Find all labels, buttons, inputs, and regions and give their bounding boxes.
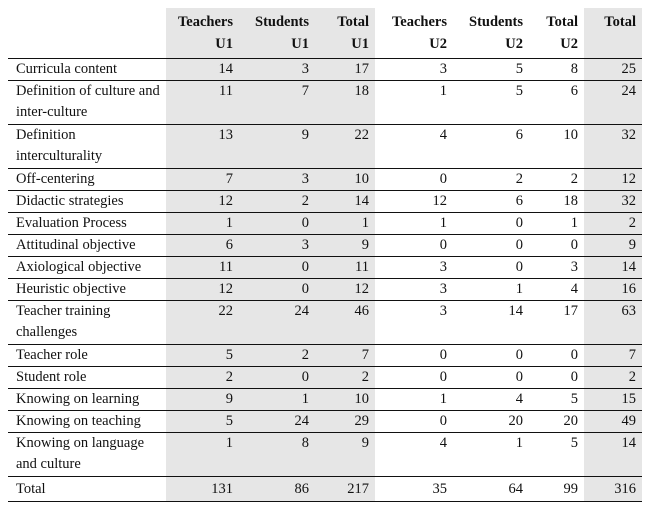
- row-label: Teacher training challenges: [16, 303, 111, 340]
- table-cell: 0: [439, 369, 447, 385]
- table-cell: 10: [315, 389, 375, 411]
- table-cell: 3: [439, 61, 447, 77]
- table-cell: 25: [584, 59, 642, 81]
- column-header: [166, 8, 239, 59]
- column-header: [453, 8, 529, 59]
- table-cell: 1: [166, 433, 239, 477]
- table-cell: 46: [315, 301, 375, 345]
- table-cell: 9: [315, 433, 375, 477]
- table-cell: 2: [584, 367, 642, 389]
- table-body: [8, 59, 642, 502]
- column-header: [375, 8, 453, 59]
- table-row: [8, 345, 642, 367]
- table-cell: 6: [515, 127, 523, 143]
- table-cell: 14: [315, 191, 375, 213]
- table-cell: 3: [439, 303, 447, 319]
- table-cell: 5: [570, 435, 578, 451]
- table-cell: 12: [166, 191, 239, 213]
- table-cell: 18: [563, 193, 578, 209]
- table-cell: 1: [239, 389, 315, 411]
- table-row: [8, 191, 642, 213]
- table-cell: 4: [570, 281, 578, 297]
- row-label: Curricula content: [16, 61, 118, 77]
- column-header: [8, 8, 166, 59]
- table-cell: 35: [432, 481, 447, 497]
- table-cell: 14: [584, 257, 642, 279]
- row-label: Didactic strategies: [16, 193, 124, 209]
- table-cell: 12: [166, 279, 239, 301]
- table-row: [8, 389, 642, 411]
- table-cell: 5: [166, 345, 239, 367]
- table-cell: 0: [439, 237, 447, 253]
- table-cell: 0: [239, 279, 315, 301]
- table-cell: 0: [239, 257, 315, 279]
- table-cell: 1: [570, 215, 578, 231]
- table-cell: 64: [508, 481, 523, 497]
- table-row: [8, 213, 642, 235]
- table-cell: 5: [570, 391, 578, 407]
- table-cell: 3: [239, 235, 315, 257]
- table-cell: 6: [570, 83, 578, 99]
- table-cell: 0: [515, 237, 523, 253]
- row-label: Teacher role: [16, 347, 88, 363]
- table-cell: 5: [515, 83, 523, 99]
- column-header-line1: Teachers: [177, 14, 233, 30]
- table-cell: 3: [239, 169, 315, 191]
- table-cell: 32: [584, 125, 642, 169]
- table-cell: 3: [570, 259, 578, 275]
- table-row: [8, 279, 642, 301]
- table-cell: 1: [515, 281, 523, 297]
- table-cell: 32: [584, 191, 642, 213]
- table-cell: 16: [584, 279, 642, 301]
- row-label: Definition interculturality: [16, 127, 103, 164]
- table-cell: 7: [239, 81, 315, 125]
- table-cell: 14: [166, 59, 239, 81]
- table-cell: 6: [515, 193, 523, 209]
- table-cell: 9: [166, 389, 239, 411]
- table-cell: 2: [166, 367, 239, 389]
- table-cell: 20: [563, 413, 578, 429]
- row-label: Heuristic objective: [16, 281, 126, 297]
- column-header-line2: U1: [351, 36, 369, 52]
- table-row: [8, 301, 642, 345]
- column-header-line1: Students: [255, 14, 309, 30]
- table-cell: 2: [315, 367, 375, 389]
- table-row: [8, 125, 642, 169]
- table-row: [8, 169, 642, 191]
- table-cell: 12: [432, 193, 447, 209]
- table-cell: 15: [584, 389, 642, 411]
- table-cell: 18: [315, 81, 375, 125]
- table-cell: 0: [515, 215, 523, 231]
- data-table: [8, 8, 642, 502]
- table-cell: 14: [584, 433, 642, 477]
- table-cell: 0: [239, 213, 315, 235]
- column-header-line2: U2: [560, 36, 578, 52]
- table-cell: 22: [315, 125, 375, 169]
- column-header-line2: U1: [215, 36, 233, 52]
- row-label: Evaluation Process: [16, 215, 127, 231]
- table-cell: 4: [515, 391, 523, 407]
- table-cell: 5: [166, 411, 239, 433]
- table-cell: 4: [439, 435, 447, 451]
- table-row: [8, 235, 642, 257]
- table-cell: 11: [166, 81, 239, 125]
- table-cell: 10: [563, 127, 578, 143]
- row-label: Knowing on teaching: [16, 413, 141, 429]
- table-cell: 2: [570, 171, 578, 187]
- row-label: Student role: [16, 369, 87, 385]
- table-cell: 1: [439, 215, 447, 231]
- table-cell: 1: [439, 391, 447, 407]
- row-label: Off-centering: [16, 171, 95, 187]
- table-row: [8, 367, 642, 389]
- table-cell: 0: [439, 171, 447, 187]
- table-cell: 24: [584, 81, 642, 125]
- table-cell: 29: [315, 411, 375, 433]
- table-cell: 1: [439, 83, 447, 99]
- table-cell: 24: [239, 411, 315, 433]
- table-cell: 5: [515, 61, 523, 77]
- table-cell: 9: [315, 235, 375, 257]
- table-row: [8, 81, 642, 125]
- column-header: [239, 8, 315, 59]
- table-cell: 0: [439, 413, 447, 429]
- column-header-line2: U2: [505, 36, 523, 52]
- table-cell: 8: [239, 433, 315, 477]
- table-container: [8, 8, 642, 502]
- table-cell: 11: [166, 257, 239, 279]
- table-row: [8, 433, 642, 477]
- table-row: [8, 59, 642, 81]
- table-cell: 49: [584, 411, 642, 433]
- column-header-line1: Total: [337, 14, 369, 30]
- table-cell: 1: [515, 435, 523, 451]
- table-cell: 10: [315, 169, 375, 191]
- column-header: [584, 8, 642, 59]
- table-cell: 13: [166, 125, 239, 169]
- table-cell: 17: [315, 59, 375, 81]
- row-label: Axiological objective: [16, 259, 142, 275]
- table-header: [8, 8, 642, 59]
- column-header: [529, 8, 584, 59]
- table-cell: 0: [570, 237, 578, 253]
- table-cell: 9: [584, 235, 642, 257]
- table-cell: 22: [166, 301, 239, 345]
- column-header-line1: Teachers: [391, 14, 447, 30]
- row-label: Attitudinal objective: [16, 237, 136, 253]
- table-cell: 24: [239, 301, 315, 345]
- column-header-line1: Total: [546, 14, 578, 30]
- row-label: Knowing on learning: [16, 391, 140, 407]
- table-cell: 99: [563, 481, 578, 497]
- table-cell: 63: [584, 301, 642, 345]
- table-cell: 0: [515, 259, 523, 275]
- table-cell: 2: [239, 191, 315, 213]
- table-row: [8, 411, 642, 433]
- column-header-line1: Total: [604, 14, 636, 30]
- row-label: Total: [16, 481, 46, 497]
- table-cell: 1: [315, 213, 375, 235]
- table-cell: 3: [239, 59, 315, 81]
- table-cell: 4: [439, 127, 447, 143]
- row-label: Knowing on language and culture: [16, 435, 145, 472]
- table-cell: 0: [570, 347, 578, 363]
- column-header: [315, 8, 375, 59]
- total-row: [8, 477, 642, 502]
- table-cell: 9: [239, 125, 315, 169]
- table-cell: 0: [515, 347, 523, 363]
- table-cell: 217: [315, 477, 375, 502]
- table-row: [8, 257, 642, 279]
- table-cell: 17: [563, 303, 578, 319]
- table-cell: 12: [584, 169, 642, 191]
- table-cell: 0: [439, 347, 447, 363]
- column-header-line1: Students: [469, 14, 523, 30]
- table-cell: 2: [239, 345, 315, 367]
- table-cell: 2: [584, 213, 642, 235]
- table-cell: 0: [239, 367, 315, 389]
- column-header-line2: U1: [291, 36, 309, 52]
- table-cell: 131: [166, 477, 239, 502]
- table-cell: 0: [515, 369, 523, 385]
- table-cell: 6: [166, 235, 239, 257]
- table-cell: 3: [439, 259, 447, 275]
- table-cell: 7: [166, 169, 239, 191]
- table-cell: 14: [508, 303, 523, 319]
- table-cell: 11: [315, 257, 375, 279]
- table-cell: 3: [439, 281, 447, 297]
- table-cell: 2: [515, 171, 523, 187]
- table-cell: 7: [584, 345, 642, 367]
- table-cell: 316: [584, 477, 642, 502]
- table-cell: 20: [508, 413, 523, 429]
- column-header-line2: U2: [429, 36, 447, 52]
- table-cell: 8: [570, 61, 578, 77]
- row-label: Definition of culture and inter-culture: [16, 83, 160, 120]
- header-row: [8, 8, 642, 59]
- table-cell: 7: [315, 345, 375, 367]
- table-cell: 12: [315, 279, 375, 301]
- table-cell: 86: [239, 477, 315, 502]
- table-cell: 1: [166, 213, 239, 235]
- table-cell: 0: [570, 369, 578, 385]
